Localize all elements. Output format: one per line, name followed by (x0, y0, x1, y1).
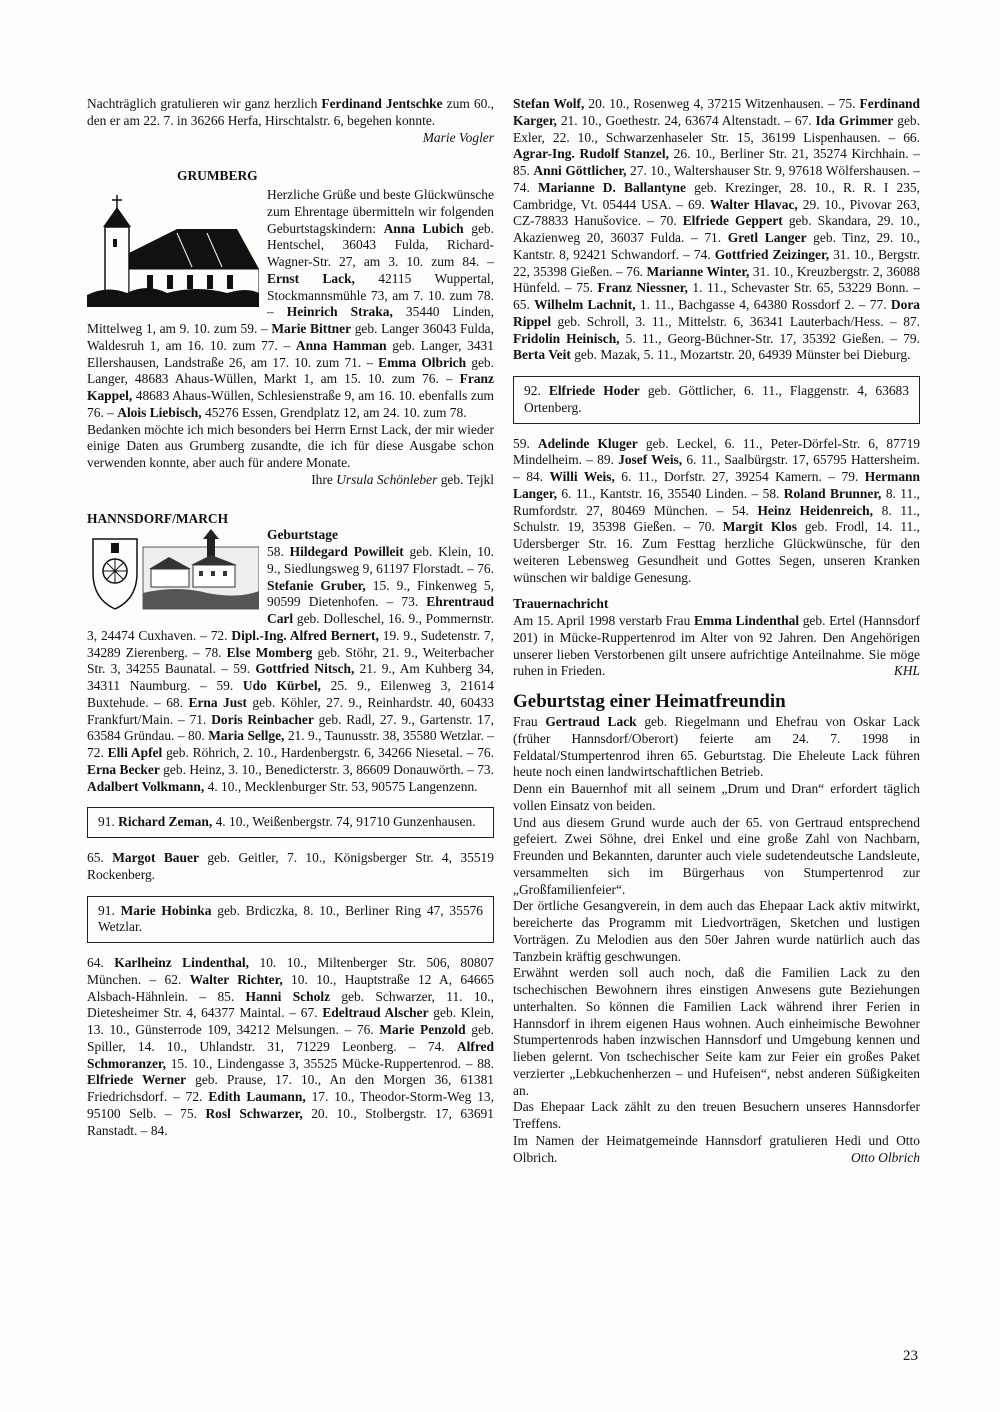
person-name: Fridolin Heinisch, (513, 330, 620, 346)
article-signature: Otto Olbrich (850, 1149, 920, 1165)
tail-paragraph (87, 955, 494, 1139)
article-p3: Und aus diesem Grund wurde auch der 65. von Gertraud entsprechend gefeiert. Zwei Söhne, drei Enkel und eine große Zahl von Nachbarn, Freunden und Bekannten, darunter auch viele sudetendeutsche Landsleute, versammelten sich im Bürgerhaus von Stumpertenrod zur „Großfamilienfeier“. (513, 814, 920, 897)
person-name: Hildegard Powilleit (289, 544, 404, 559)
person-name: Erna Becker (87, 761, 160, 777)
text-run: Am 15. April 1998 verstarb Frau (513, 613, 694, 628)
person-name: Willi Weis, (549, 469, 615, 484)
person-name: Wilhelm Lachnit, (534, 297, 636, 312)
person-name: Marianne Winter, (646, 263, 750, 279)
highlight-box-3 (513, 376, 920, 424)
text-run: 15. 10., Lindengasse 3, 35525 Mücke-Ruppertenrod. – 88. (166, 1055, 494, 1071)
person-name: Anna Lubich (383, 220, 464, 236)
article-p5: Erwähnt werden soll auch noch, daß die Familien Lack zu den tschechischen Bewohnern ihres einstigen Anwesens gute Beziehungen unterhalten. So können die Familien Lack während ihrer Ferien in Hannsdorf in ihrem eigenen Haus wohnen. Auch einheimische Bewohner Stumpertenrods haben inzwischen Hannsdorf und Umgebung kennen und lieben gelernt. Von tschechischer Seite kam zur Feier ein großes Paket verzierter „Lebkuchenherzen – und Hufeisen“, nebst anderen Süßigkeiten an. (513, 965, 920, 1098)
person-name: Alois Liebisch, (117, 404, 202, 420)
text-run: geb. Ertel (Hannsdorf 201) in Mücke-Ruppertenrod im Alter von 92 Jahren. Den Angehörigen unserer lieben Verstorbenen gilt unsere aufrichtige Anteilnahme. Sie möge ruhen in Frieden. (513, 613, 920, 679)
person-name: Margot Bauer (112, 850, 199, 865)
text-run: 19. 9., Sudetenstr. 7, 34289 Zierenberg. – 78. (87, 627, 494, 660)
grumberg-thanks (87, 422, 494, 472)
box3-text (524, 383, 909, 417)
text-run: geb. Mazak, 5. 11., Mozartstr. 20, 64939 Münster bei Dieburg. (570, 347, 911, 363)
text-run: 20. 10., Rosenweg 4, 37215 Witzenhausen. – 75. (584, 96, 860, 111)
grumberg-title: GRUMBERG (177, 168, 258, 184)
text-run: 4. 10., Weißenbergstr. 74, 91710 Gunzenhausen. (212, 814, 476, 830)
person-name: Anni Göttlicher, (533, 163, 627, 178)
text-run: 91. (98, 814, 119, 830)
text-run: geb. Köhler, 27. 9., Reinhardstr. 40, 60433 Frankfurt/Main. – 71. (87, 694, 495, 727)
person-name: Franz Niessner, (597, 280, 688, 296)
text-run: 1. 11., Bachgasse 4, 64380 Rossdorf 2. – 77. (635, 297, 891, 312)
trauer-paragraph (513, 613, 920, 680)
person-name: Adelinde Kluger (537, 435, 638, 451)
text-run: 91. (98, 902, 121, 918)
text-run: 10. 10., Hauptstraße 12 A, 64665 Alsbach-Hähnlein. – 85. (87, 971, 494, 1004)
person-name: Ferdinand Jentschke (321, 96, 443, 111)
text-run: geb. Röhrich, 2. 10., Hardenbergstr. 6, 34266 Niesetal. – 76. (162, 745, 495, 760)
article-title: Geburtstag einer Heimatfreundin (513, 691, 786, 712)
person-name: Ehrentraud Carl (267, 594, 494, 626)
text-run: 45276 Essen, Grendplatz 12, am 24. 10. zum 78. (201, 404, 467, 420)
mid-paragraph (87, 850, 494, 884)
article-p6: Das Ehepaar Lack zählt zu den treuen Besuchern unseres Hannsdorfer Treffens. (513, 1099, 920, 1131)
text-run: 26. 10., Berliner Str. 21, 35274 Kirchhain. – 85. (513, 146, 920, 178)
person-name: Marie Bittner (271, 321, 352, 336)
text-run: 35440 Linden, Mittelweg 1, am 9. 10. zum 59. – (87, 304, 494, 336)
person-name: Elfriede Hoder (548, 383, 640, 398)
text-run: 42115 Wuppertal, Stockmannsmühle 73, am 7. 10. zum 78. – (267, 270, 494, 320)
person-name: Franz Kappel, (87, 371, 494, 403)
text-run: 31. 10., Bergstr. 22, 35398 Gießen. – 76. (513, 246, 920, 279)
coat-of-arms-icon (87, 529, 259, 615)
text-run: 4. 10., Mecklenburger Str. 53, 90575 Langenzenn. (204, 778, 478, 794)
right-top-paragraph (513, 96, 920, 364)
intro-paragraph (87, 96, 494, 130)
text-run: geb. Radl, 27. 9., Gartenstr. 17, 63584 Gründau. – 80. (87, 711, 494, 744)
text-run: geb. Tinz, 29. 10., Kantstr. 8, 92421 Schwandorf. – 74. (513, 230, 921, 262)
text-run: geb. Klein, 10. 9., Siedlungsweg 9, 61197 Florstadt. – 76. (267, 544, 494, 576)
highlight-box-1 (87, 807, 494, 838)
person-name: Marie Penzold (379, 1022, 466, 1037)
box1-text (98, 814, 483, 831)
text-run: geb. Exler, 22. 10., Schwarzenhaseler Str. 15, 36199 Lispenhausen. – 66. (513, 112, 920, 145)
person-name: Ernst Lack, (267, 270, 355, 286)
person-name: Heinz Heidenreich, (757, 502, 873, 518)
text-run: 5. 11., Georg-Büchner-Str. 17, 35392 Gießen. – 79. (619, 330, 920, 346)
text-run: 1. 11., Schevaster Str. 65, 53229 Bonn. – 65. (513, 280, 920, 312)
person-name: Emma Lindenthal (693, 613, 800, 628)
text-run: 17. 10., Theodor-Storm-Weg 13, 95100 Selb. – 75. (87, 1089, 494, 1121)
person-name: Elfriede Werner (87, 1072, 187, 1088)
text-run: 92. (524, 383, 549, 398)
text-run: Frau (513, 714, 546, 729)
grumberg-signature: Ihre Ursula Schönleber geb. Tejkl (311, 471, 494, 487)
person-name: Marie Hobinka (120, 902, 212, 918)
article-p4: Der örtliche Gesangverein, in dem auch das Ehepaar Lack aktiv mitwirkt, bereicherte das Programm mit Liedvorträgen, Sketchen und lustigen Vorträgen. Zu Melodien aus den 50er Jahren wurde natürlich auch das Tanzbein kräftig geschwungen. (513, 898, 920, 964)
text-run: 29. 10., Pivovar 263, CZ-78833 Hanušovice. – 70. (513, 196, 920, 229)
text-run: 65. (87, 850, 113, 865)
text-run: 8. 11., Rumfordstr. 27, 80469 München. – 54. (513, 485, 920, 518)
person-name: Udo Kürbel, (242, 678, 321, 693)
text-run: 6. 11., Saalbürgstr. 17, 65795 Hattersheim. – 84. (513, 452, 920, 484)
text-run: 21. 10., Goethestr. 24, 63674 Altenstadt. – 67. (556, 112, 816, 128)
page-number: 23 (903, 1348, 918, 1364)
person-name: Elfriede Geppert (682, 213, 783, 229)
text-run: 48683 Ahaus-Wüllen, Schlesienstraße 9, am 16. 10. ebenfalls zum 76. – (87, 388, 494, 420)
person-name: Hermann Langer, (513, 469, 920, 501)
person-name: Alfred Schmoranzer, (87, 1038, 494, 1071)
person-name: Maria Sellge, (208, 728, 285, 744)
text-run: geb. Langer, 48683 Ahaus-Wüllen, Markt 1, am 15. 10. zum 76. – (87, 354, 494, 387)
text-run: geb. Schroll, 3. 11., Mittelstr. 6, 36341 Lauterbach/Hess. – 87. (551, 313, 920, 329)
person-name: Adalbert Volkmann, (87, 778, 205, 794)
person-name: Gottfried Zeizinger, (714, 246, 830, 262)
trauer-title: Trauernachricht (513, 596, 609, 612)
text-run: 21. 9., Am Kuhberg 34, 34311 Naumburg. – 59. (87, 661, 495, 693)
text-run: geb. Leckel, 6. 11., Peter-Dörfel-Str. 6, 87719 Mindelheim. – 89. (513, 435, 921, 468)
person-name: Emma Olbrich (378, 354, 467, 370)
trauer-signature: KHL (893, 663, 920, 679)
person-name: Dipl.-Ing. Alfred Bernert, (231, 627, 379, 643)
after-box-paragraph (513, 436, 920, 587)
text-run: geb. Prause, 17. 10., An den Morgen 36, 61381 Friedrichsdorf. – 72. (87, 1072, 495, 1104)
person-name: Berta Veit (513, 347, 571, 363)
intro-signature: Marie Vogler (422, 129, 494, 145)
person-name: Edeltraud Alscher (322, 1005, 429, 1021)
person-name: Elli Apfel (107, 745, 163, 760)
text-run: 8. 11., Schulstr. 19, 35398 Gießen. – 70. (513, 502, 920, 535)
person-name: Marianne D. Ballantyne (537, 179, 686, 195)
person-name: Gertraud Lack (545, 714, 637, 729)
text-run: geb. Geitler, 7. 10., Königsberger Str. 4, 35519 Rockenberg. (87, 850, 494, 882)
grumberg-section (87, 187, 494, 489)
person-name: Hanni Scholz (245, 988, 331, 1004)
person-name: Dora Rippel (513, 297, 921, 329)
text-run: 59. (513, 435, 538, 451)
person-name: Rosl Schwarzer, (205, 1105, 303, 1121)
intro-signature-line (87, 130, 494, 147)
article-p2: Denn ein Bauernhof mit all seinem „Drum und Dran“ erfordert täglich vollen Einsatz von beiden. (513, 781, 920, 813)
text-run: 27. 10., Waltershauser Str. 9, 97618 Wölfershausen. – 74. (513, 163, 920, 195)
text-run: geb. Göttlicher, 6. 11., Flaggenstr. 4, 63683 Ortenberg. (524, 383, 909, 415)
person-name: Edith Laumann, (208, 1089, 306, 1104)
text-run: 31. 10., Kreuzbergstr. 2, 36088 Hünfeld. – 75. (513, 263, 920, 296)
text-run: geb. Spiller, 14. 10., Uhlandstr. 31, 71229 Leonberg. – 74. (87, 1022, 494, 1054)
person-name: Josef Weis, (618, 452, 683, 468)
text-run: geb. Riegelmann und Ehefrau von Oskar Lack (früher Hannsdorf/Oberort) feierte am 24. 7. 1998 in Feldatal/Stumpertenrod ihren 65. Geburtstag. Die Eheleute Lack führen heute noch einen landwirtschaftlichen Betrieb. (513, 714, 920, 780)
text-run: geb. Brdiczka, 8. 10., Berliner Ring 47, 35576 Wetzlar. (98, 902, 484, 935)
text-run: geb. Hentschel, 36043 Fulda, Richard-Wagner-Str. 27, am 3. 10. zum 84. – (267, 220, 495, 269)
person-name: Karlheinz Lindenthal, (114, 955, 250, 970)
text-run: geb. Schwarzer, 11. 10., Dietesheimer Str. 4, 64377 Maintal. – 67. (87, 988, 494, 1021)
text-run: geb. Stöhr, 21. 9., Weiterbacher Str. 3, 34255 Baunatal. – 59. (87, 644, 494, 677)
person-name: Walter Hlavac, (709, 196, 798, 212)
person-name: Gottfried Nitsch, (255, 661, 355, 677)
text-run: geb. Langer 36043 Fulda, Waldesruh 1, am 16. 10. zum 77. – (87, 321, 494, 353)
text-run: 64. (87, 955, 115, 970)
text-run: 20. 10., Stolbergstr. 17, 63691 Ranstadt. – 84. (87, 1105, 494, 1138)
text-run: 25. 9., Eilenweg 3, 21614 Buxtehude. – 68. (87, 678, 494, 710)
person-name: Ida Grimmer (815, 112, 894, 128)
text-run: geb. Frodl, 14. 11., Udersberger Str. 16. Zum Festtag herzliche Glückwünsche, für den weiteren Lebensweg Gesundheit und Gottes Segen, unseren Kranken wünschen wir baldige Genesung. (513, 519, 920, 585)
person-name: Richard Zeman, (118, 814, 213, 830)
text-run: zum 60., den er am 22. 7. in 36266 Herfa, Hirschtalstr. 6, begehen konnte. (87, 96, 495, 128)
text-run: geb. Skandara, 29. 10., Akazienweg 20, 36037 Fulda. – 71. (513, 213, 920, 245)
church-icon (87, 189, 259, 307)
hannsdorf-subtitle: Geburtstage (267, 527, 338, 543)
text-run: 6. 11., Kantstr. 16, 35540 Linden. – 58. (556, 485, 784, 501)
text-run: geb. Heinz, 3. 10., Benedicterstr. 3, 86609 Donauwörth. – 73. (159, 761, 494, 777)
person-name: Erna Just (188, 694, 247, 710)
person-name: Agrar-Ing. Rudolf Stanzel, (513, 146, 669, 162)
text-run: geb. Langer, 3431 Ellershausen, Landstraße 26, am 17. 10. zum 71. – (87, 337, 494, 370)
person-name: Anna Hamman (295, 337, 387, 353)
article-p7: Im Namen der Heimatgemeinde Hannsdorf gratulieren Hedi und Otto Olbrich. Otto Olbrich (513, 1132, 920, 1165)
text-run: geb. Dolleschel, 16. 9., Pommernstr. 3, 24474 Cuxhaven. – 72. (87, 611, 494, 643)
text-run: 15. 9., Finkenweg 5, 90599 Dietenhofen. – 73. (267, 577, 494, 610)
person-name: Stefan Wolf, (513, 96, 585, 111)
text-run: 21. 9., Taunusstr. 38, 35580 Wetzlar. – 72. (87, 728, 494, 760)
person-name: Ferdinand Karger, (513, 96, 920, 128)
text-run: geb. Klein, 13. 10., Günsterrode 109, 34212 Melsungen. – 76. (87, 1005, 494, 1037)
hannsdorf-title: HANNSDORF/MARCH (87, 510, 229, 526)
text-run: 6. 11., Dorfstr. 27, 39254 Kamern. – 79. (614, 469, 865, 484)
text-run: Herzliche Grüße und beste Glückwünsche zum Ehrentage übermitteln wir folgenden Geburtstagskindern: (267, 187, 494, 236)
person-name: Else Momberg (226, 644, 313, 660)
person-name: Heinrich Straka, (286, 304, 393, 320)
person-name: Roland Brunner, (783, 485, 882, 501)
article-p1 (513, 714, 920, 781)
highlight-box-2 (87, 896, 494, 944)
left-column (87, 96, 494, 1139)
person-name: Gretl Langer (727, 230, 807, 245)
text-run: Bedanken möchte ich mich besonders bei Herrn Ernst Lack, der mir wieder einige Daten aus Grumberg zusandte, die ich für diese Ausgabe schon verwenden konnte, aber auch für andere Monate. (87, 421, 494, 470)
person-name: Stefanie Gruber, (267, 577, 366, 593)
text-run: 58. (267, 544, 290, 559)
text-run: 10. 10., Miltenberger Str. 506, 80807 München. – 62. (87, 955, 495, 987)
box2-text (98, 903, 483, 937)
person-name: Margit Klos (722, 519, 797, 535)
text-run: Nachträglich gratulieren wir ganz herzlich (87, 96, 322, 111)
text-run: geb. Krezinger, 28. 10., R. R. I 235, Cambridge, Vt. 05444 USA. – 69. (513, 179, 920, 212)
hannsdorf-section (87, 527, 494, 795)
right-column (513, 96, 920, 1166)
person-name: Doris Reinbacher (211, 711, 314, 727)
person-name: Walter Richter, (189, 971, 283, 987)
